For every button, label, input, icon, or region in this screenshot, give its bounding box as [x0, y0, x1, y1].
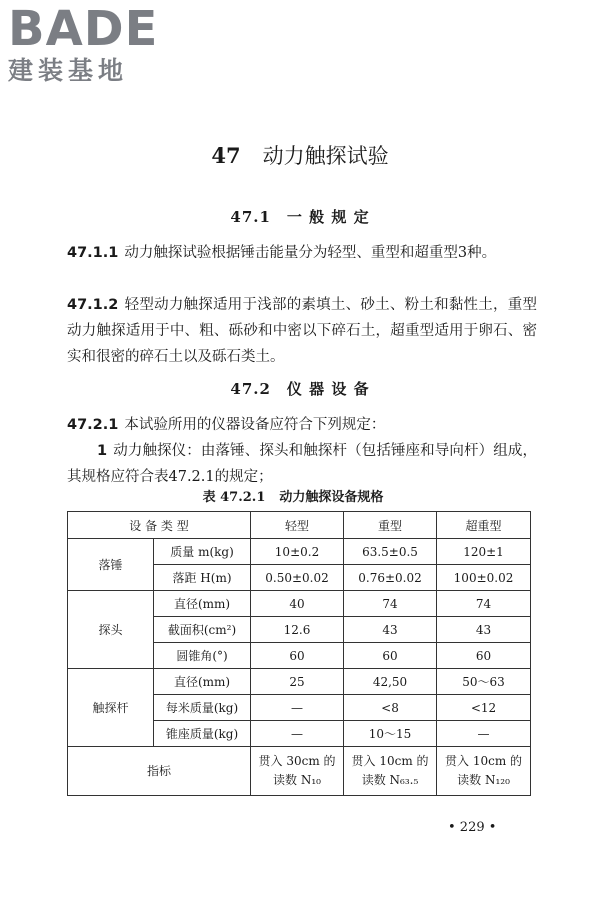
indicator-superheavy	[437, 747, 531, 796]
clause-47-2-1	[67, 412, 537, 438]
cell: 0.76±0.02	[344, 565, 437, 591]
table-row-indicator	[68, 747, 531, 796]
cell: <12	[437, 695, 531, 721]
cell: 60	[251, 643, 344, 669]
indicator-light	[251, 747, 344, 796]
table-row	[68, 591, 531, 617]
indicator-line: 读数 N₆₃.₅	[361, 773, 419, 787]
cell: 10±0.2	[251, 539, 344, 565]
item-number: 1	[97, 443, 108, 459]
row-label: 圆锥角(°)	[154, 643, 251, 669]
cell: 120±1	[437, 539, 531, 565]
cell: 43	[344, 617, 437, 643]
clause-text: 动力触探试验根据锤击能量分为轻型、重型和超重型3种。	[124, 245, 497, 261]
table-title: 动力触探设备规格	[279, 490, 384, 505]
clause-number: 47.2.1	[67, 417, 119, 433]
indicator-line: 贯入 10cm 的	[351, 754, 429, 768]
item-text: 动力触探仪：由落锤、探头和触探杆（包括锤座和导向杆）组成，其规格应符合表47.2.1的规定；	[67, 443, 537, 485]
cell: 40	[251, 591, 344, 617]
group-rod: 触探杆	[68, 669, 154, 747]
chapter-number: 47	[211, 143, 241, 168]
cell: 10～15	[344, 721, 437, 747]
indicator-label: 指标	[68, 747, 251, 796]
clause-number: 47.1.2	[67, 297, 119, 313]
indicator-line: 贯入 10cm 的	[445, 754, 523, 768]
row-label: 每米质量(kg)	[154, 695, 251, 721]
cell: —	[251, 721, 344, 747]
chapter-name: 动力触探试验	[262, 144, 389, 168]
cell: 60	[344, 643, 437, 669]
cell: 60	[437, 643, 531, 669]
section-heading-equipment: 47.2 仪 器 设 备	[230, 380, 370, 398]
cell: 50～63	[437, 669, 531, 695]
header-equipment-type: 设 备 类 型	[68, 512, 251, 539]
cell: 100±0.02	[437, 565, 531, 591]
header-heavy: 重型	[344, 512, 437, 539]
row-label: 直径(mm)	[154, 591, 251, 617]
cell: 0.50±0.02	[251, 565, 344, 591]
equipment-spec-table	[67, 511, 531, 796]
logo-subtitle: 建装基地	[8, 56, 129, 85]
table-row	[68, 669, 531, 695]
indicator-heavy	[344, 747, 437, 796]
cell: 42,50	[344, 669, 437, 695]
cell: 12.6	[251, 617, 344, 643]
page-number: • 229 •	[448, 820, 497, 835]
cell: 43	[437, 617, 531, 643]
table-header-row	[68, 512, 531, 539]
row-label: 质量 m(kg)	[154, 539, 251, 565]
group-probe: 探头	[68, 591, 154, 669]
cell: <8	[344, 695, 437, 721]
row-label: 锥座质量(kg)	[154, 721, 251, 747]
clause-47-1-1	[67, 240, 537, 266]
header-superheavy: 超重型	[437, 512, 531, 539]
logo-wordmark: BADE	[8, 1, 159, 57]
row-label: 截面积(cm²)	[154, 617, 251, 643]
publisher-logo	[8, 1, 208, 86]
indicator-line: 贯入 30cm 的	[258, 754, 336, 768]
cell: 74	[344, 591, 437, 617]
cell: 63.5±0.5	[344, 539, 437, 565]
chapter-title	[0, 142, 600, 170]
group-hammer: 落锤	[68, 539, 154, 591]
clause-text: 轻型动力触探适用于浅部的素填土、砂土、粉土和黏性土，重型动力触探适用于中、粗、砾砂和中密以下碎石土，超重型适用于卵石、密实和很密的碎石土以及砾石类土。	[67, 297, 537, 365]
clause-text: 本试验所用的仪器设备应符合下列规定：	[124, 417, 386, 433]
section-heading-general: 47.1 一 般 规 定	[230, 208, 370, 226]
clause-number: 47.1.1	[67, 245, 119, 261]
cell: 74	[437, 591, 531, 617]
item-1	[67, 438, 537, 490]
table-row	[68, 539, 531, 565]
table-caption	[0, 488, 600, 508]
cell: —	[437, 721, 531, 747]
indicator-line: 读数 N₁₀	[273, 773, 321, 787]
cell: —	[251, 695, 344, 721]
table-number: 表 47.2.1	[202, 490, 266, 505]
row-label: 落距 H(m)	[154, 565, 251, 591]
header-light: 轻型	[251, 512, 344, 539]
row-label: 直径(mm)	[154, 669, 251, 695]
indicator-line: 读数 N₁₂₀	[457, 773, 510, 787]
cell: 25	[251, 669, 344, 695]
clause-47-1-2	[67, 292, 537, 370]
